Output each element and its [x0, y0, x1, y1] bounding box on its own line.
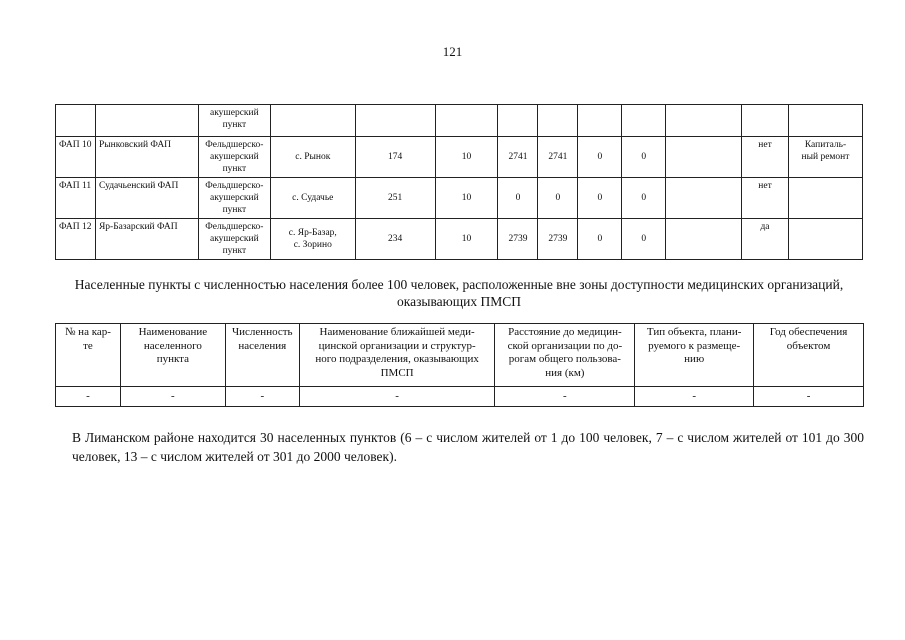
- fap-id-cell: ФАП 11: [56, 178, 96, 219]
- table-row: [56, 387, 864, 407]
- availability-cell: да: [742, 219, 789, 260]
- section-heading: Населенные пункты с численностью населения более 100 человек, расположенные вне зоны доступности медицинских организаций, оказывающих ПМСП: [74, 277, 844, 309]
- value-cell: [666, 178, 742, 219]
- value-cell: 10: [435, 219, 498, 260]
- value-cell: 0: [498, 178, 538, 219]
- location-cell: с. Судачье: [270, 178, 355, 219]
- table-cell: -: [120, 387, 225, 407]
- column-header: № на кар- те: [56, 324, 121, 387]
- fap-id-cell: ФАП 10: [56, 137, 96, 178]
- table-cell: -: [754, 387, 864, 407]
- value-cell: 0: [578, 137, 622, 178]
- page-number: 121: [442, 44, 463, 59]
- value-cell: 0: [578, 219, 622, 260]
- value-cell: 0: [622, 137, 666, 178]
- fap-id-cell: ФАП 12: [56, 219, 96, 260]
- table-cell: -: [299, 387, 495, 407]
- location-cell: с. Яр-Базар, с. Зорино: [270, 219, 355, 260]
- table-row: [56, 219, 863, 260]
- value-cell: 2741: [498, 137, 538, 178]
- value-cell: [666, 137, 742, 178]
- column-header: Год обеспечения объектом: [754, 324, 864, 387]
- table-cell: -: [495, 387, 635, 407]
- location-cell: с. Рынок: [270, 137, 355, 178]
- table-cell: -: [56, 387, 121, 407]
- table-cell: -: [635, 387, 754, 407]
- settlement-table: [55, 323, 864, 407]
- work-type-cell: [788, 219, 862, 260]
- value-cell: 2741: [538, 137, 578, 178]
- value-cell: 0: [622, 219, 666, 260]
- facility-type-cell: акушерский пункт: [198, 105, 270, 137]
- table-row: [56, 105, 863, 137]
- column-header: Наименование ближайшей меди- цинской организации и структур- ного подразделения, оказывающих ПМСП: [299, 324, 495, 387]
- table-row: [56, 137, 863, 178]
- value-cell: 0: [578, 178, 622, 219]
- value-cell: 0: [538, 178, 578, 219]
- population-cell: 174: [355, 137, 435, 178]
- facility-type-cell: Фельдшерско- акушерский пункт: [198, 219, 270, 260]
- value-cell: 0: [622, 178, 666, 219]
- value-cell: 2739: [538, 219, 578, 260]
- column-header: Наименование населенного пункта: [120, 324, 225, 387]
- value-cell: 10: [435, 178, 498, 219]
- column-header: Расстояние до медицин- ской организации по до- рогам общего пользова- ния (км): [495, 324, 635, 387]
- fap-name-cell: Судачьенский ФАП: [95, 178, 198, 219]
- table-header-row: [56, 324, 864, 387]
- fap-table: [55, 104, 863, 260]
- fap-name-cell: Яр-Базарский ФАП: [95, 219, 198, 260]
- population-cell: 234: [355, 219, 435, 260]
- column-header: Численность населения: [225, 324, 299, 387]
- column-header: Тип объекта, плани- руемого к размеще- нию: [635, 324, 754, 387]
- value-cell: 2739: [498, 219, 538, 260]
- table-cell: -: [225, 387, 299, 407]
- summary-paragraph: В Лиманском районе находится 30 населенных пунктов (6 – с числом жителей от 1 до 100 человек, 7 – с числом жителей от 101 до 300 человек, 13 – с числом жителей от 301 до 2000 человек).: [72, 430, 864, 464]
- value-cell: 10: [435, 137, 498, 178]
- work-type-cell: [788, 178, 862, 219]
- availability-cell: нет: [742, 178, 789, 219]
- population-cell: 251: [355, 178, 435, 219]
- availability-cell: нет: [742, 137, 789, 178]
- work-type-cell: Капиталь- ный ремонт: [788, 137, 862, 178]
- fap-name-cell: Рынковский ФАП: [95, 137, 198, 178]
- facility-type-cell: Фельдшерско- акушерский пункт: [198, 137, 270, 178]
- value-cell: [666, 219, 742, 260]
- facility-type-cell: Фельдшерско- акушерский пункт: [198, 178, 270, 219]
- table-row: [56, 178, 863, 219]
